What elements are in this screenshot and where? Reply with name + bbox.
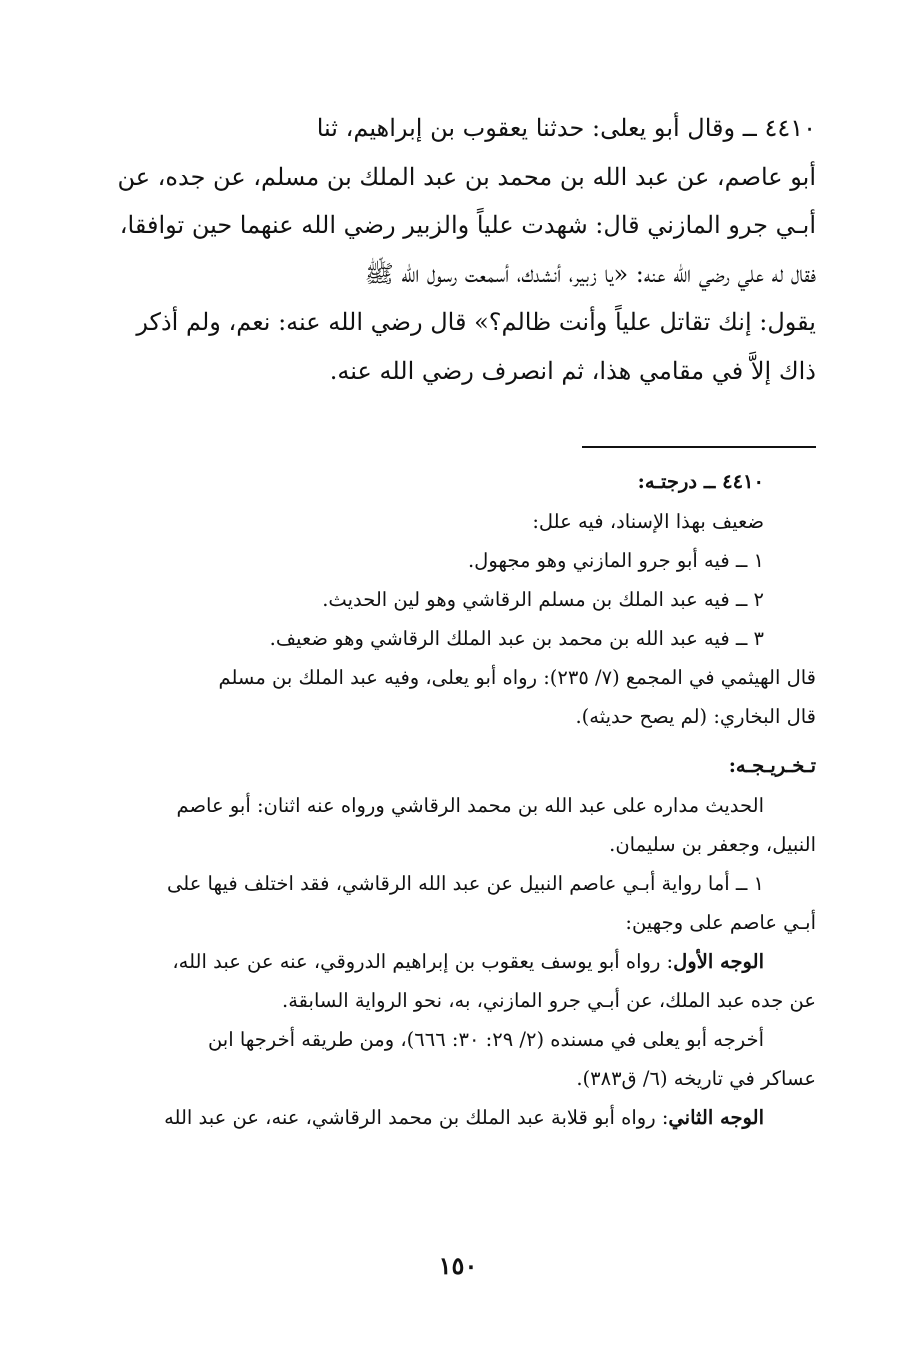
takhrij-line: ١ ــ أما رواية أبـي عاصم النبيل عن عبد الله الرقاشي، فقد اختلف فيها على	[167, 872, 764, 895]
takhrij-heading: تـخـريـجـه:	[728, 754, 816, 777]
takhrij-line: أبـي عاصم على وجهين:	[625, 911, 816, 934]
second-way-label: الوجه الثاني	[668, 1106, 764, 1129]
main-line: ذاك إلاَّ في مقامي هذا، ثم انصرف رضي الله عنه.	[329, 356, 816, 385]
bukhari-line: قال البخاري: (لم يصح حديثه).	[575, 705, 816, 728]
first-way-text: : رواه أبو يوسف يعقوب بن إبراهيم الدروقي، عنه عن عبد الله،	[172, 950, 674, 973]
main-line: أبو عاصم، عن عبد الله بن محمد بن عبد الملك بن مسلم، عن جده، عن	[117, 162, 816, 191]
weak-intro: ضعيف بهذا الإسناد، فيه علل:	[532, 510, 764, 533]
main-text	[82, 104, 816, 395]
degree-heading: ٤٤١٠ ــ درجتـه:	[637, 470, 764, 493]
takhrij-line: النبيل، وجعفر بن سليمان.	[609, 833, 816, 856]
takhrij-line: عن جده عبد الملك، عن أبـي جرو المازني، به، نحو الرواية السابقة.	[282, 989, 816, 1012]
footnotes	[82, 462, 816, 1137]
second-way-line	[82, 1098, 816, 1137]
first-way-line	[82, 942, 816, 981]
main-line: ٤٤١٠ ــ وقال أبو يعلى: حدثنا يعقوب بن إبراهيم، ثنا	[316, 114, 816, 142]
main-line: يقول: إنك تقاتل علياً وأنت ظالم؟» قال رضي الله عنه: نعم، ولم أذكر	[136, 308, 816, 336]
second-way-text: : رواه أبو قلابة عبد الملك بن محمد الرقاشي، عنه، عن عبد الله	[164, 1106, 669, 1129]
reason-item: ٣ ــ فيه عبد الله بن محمد بن عبد الملك الرقاشي وهو ضعيف.	[269, 627, 764, 650]
page-number: ١٥٠	[438, 1251, 478, 1280]
haythami-line: قال الهيثمي في المجمع (٧/ ٢٣٥): رواه أبو يعلى، وفيه عبد الملك بن مسلم	[218, 666, 816, 689]
main-line: فقال له علي رضي الله عنه: «يا زبير، أنشدك، أسمعت رسول الله ﷺ	[364, 259, 816, 288]
takhrij-line: عساكر في تاريخه (٦/ ق٣٨٣).	[576, 1067, 816, 1090]
reason-item: ١ ــ فيه أبو جرو المازني وهو مجهول.	[467, 549, 764, 572]
takhrij-line: أخرجه أبو يعلى في مسنده (٢/ ٢٩: ٣٠: ٦٦٦)، ومن طريقه أخرجها ابن	[207, 1028, 764, 1051]
takhrij-line: الحديث مداره على عبد الله بن محمد الرقاشي ورواه عنه اثنان: أبو عاصم	[176, 794, 764, 817]
footnote-separator	[582, 446, 816, 448]
first-way-label: الوجه الأول	[673, 950, 764, 973]
main-line: أبـي جرو المازني قال: شهدت علياً والزبير رضي الله عنهما حين توافقا،	[119, 211, 816, 239]
reason-item: ٢ ــ فيه عبد الملك بن مسلم الرقاشي وهو لين الحديث.	[322, 588, 764, 611]
